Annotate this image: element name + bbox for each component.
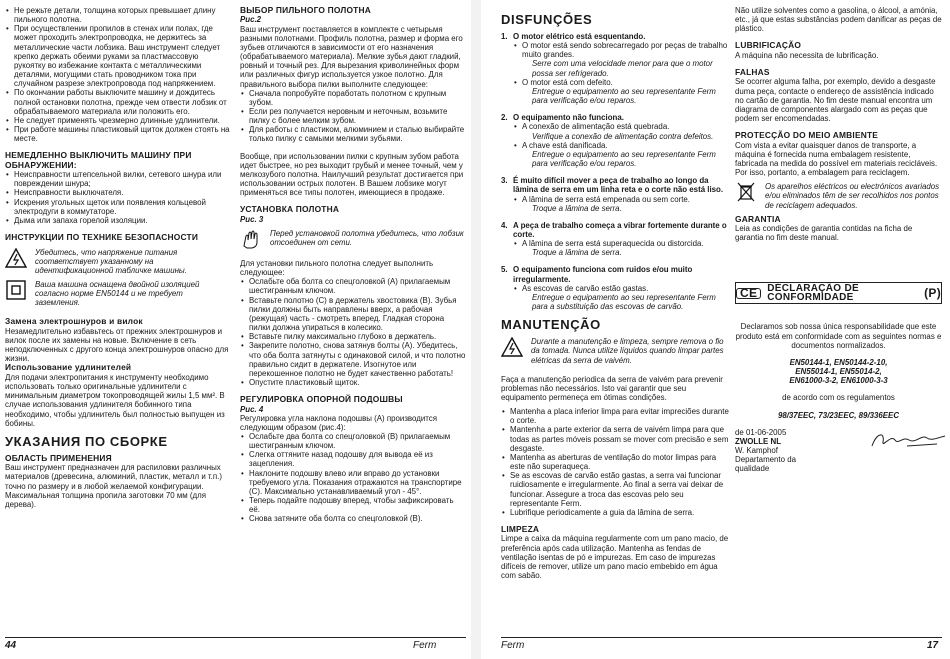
double-insulation-text: Ваша машина оснащена двойной изоляцией согласно норме EN50144 и не требует заземления. (35, 279, 200, 308)
figure-ref: Рис.2 (240, 15, 262, 25)
crossed-bin-icon (735, 182, 757, 202)
fault-5 (501, 265, 729, 311)
paragraph: Ваш инструмент предназначен для распиловки различных материалов (древесина, алюминий, пластик, металл и т.п.) точно по размеру и в любой желаемой конфигурации. Максимальная толщина пропила заготовки 70 мм (для дерева). (5, 463, 222, 509)
section-title: PROTECÇÃO DO MEIO AMBIENTE (735, 130, 879, 141)
figure-ref: Рис. 3 (240, 214, 264, 224)
right-page (481, 0, 950, 659)
list-item: • Слегка оттяните назад подошву для вывода её из зацепления. (240, 450, 466, 468)
maint-bullets (501, 407, 729, 517)
fault-cause: • A chave está danificada. (513, 141, 729, 150)
fault-4 (501, 221, 729, 258)
fault-1 (501, 32, 729, 105)
fault-question: O motor elétrico está esquentando. (513, 32, 646, 41)
signer-name: W. Kamphof (735, 446, 778, 455)
left-column-2 (240, 6, 466, 524)
list-item: • Опустите пластиковый щиток. (240, 378, 466, 387)
electric-warning-icon (5, 248, 27, 268)
right-column-1 (501, 6, 729, 580)
city: ZWOLLE NL (735, 436, 782, 446)
list-item: • Теперь подайте подошву вперед, чтобы зафиксировать её. (240, 496, 466, 514)
fault-3 (501, 176, 729, 213)
paragraph: Não utilize solventes como a gasolina, o álcool, a amónia, etc., já que estas substâncias podem danificar as peças de plástico. (735, 6, 942, 34)
section-title: LIMPEZA (501, 524, 540, 535)
fault-solution: Serre com uma velocidade menor para que o motor possa ser refrigerado. (532, 59, 713, 78)
base-bullets (240, 432, 466, 524)
list-item: • Se as escovas de carvão estão gastas, a serra vai funcionar ruidiosamente e irregularmente. Ao final a serra vai deixar de funcionar. Assegure a troca das escovas pelo seu representante Ferm. (501, 471, 729, 508)
signature-icon (867, 428, 950, 452)
fault-number: 5. (501, 265, 508, 275)
list-item: • Если рез получается неровным и неточным, возьмите пилку с более мелким зубом. (240, 107, 466, 125)
list-item: • Неисправности штепсельной вилки, сетевого шнура или повреждении шнура; (5, 170, 230, 188)
blade-bullets (240, 89, 466, 144)
list-item: • Закрепите полотно, снова затянув болты (A). Убедитесь, что оба болта затянуты с одинаковой силой, и что полотно правильно сидит в держателе. Изогнутое или перекошенное полотно не будет качественно работать! (240, 341, 466, 378)
stop-bullets (5, 170, 230, 225)
subsection-title: Замена электрошнуров и вилок (5, 316, 143, 327)
recycling-block (735, 182, 942, 209)
list-item: • Наклоните подошву влево или вправо до установки требуемого угла. Показания отражаются на транспортире (C). Максимально устанавливаемый угол - 45°. (240, 469, 466, 496)
right-column-2 (735, 6, 942, 473)
fault-question: A peça de trabalho começa a vibrar fortemente durante o corte. (513, 220, 727, 239)
paragraph: Регулировка угла наклона подошвы (A) производится следующим образом (рис.4): (240, 413, 438, 432)
brand-name: Ferm (501, 640, 525, 651)
paragraph: Незамедлительно избавьтесь от прежних электрошнуров и вилок после их замены на новые. Включение в сеть неподключенных с другого конца электрошнуров опасно для жизни. (5, 326, 229, 364)
double-insulation-icon (5, 280, 27, 300)
list-item: • Не режьте детали, толщина которых превышает длину пильного полотна. (5, 6, 230, 24)
paragraph: Ваш инструмент поставляется в комплекте с четырьмя разными полотнами. Профиль полотна, размер и форма его зубьев отличаются в зависимости от его назначения (обрабатываемого материала). Мелкие зубья дают гладкий, ровный и точный рез. Для вырезания криволинейных форм или различных фигур используется узкое полотно. Для правильного выбора пилки выполните следующее: (240, 24, 463, 89)
page-gutter (471, 0, 481, 659)
conformity-text: Declaramos sob nossa única responsabilidade que este produto está em conformidade com as seguintes normas e documentos normalizados. (735, 322, 942, 350)
list-item: • Mantenha a parte exterior da serra de vaivém limpa para que todas as partes móveis possam se mover com precisão e sem desgaste. (501, 425, 729, 452)
list-item: • Снова затяните оба болта со спецголовкой (B). (240, 514, 466, 523)
chapter-title: DISFUNÇÕES (501, 12, 593, 27)
conformity-title: DÉCLARAÇÃO DE CONFORMIDADE (767, 283, 859, 304)
list-item: • Lubrifique periodicamente a guia da lâmina de serra. (501, 508, 729, 517)
conformity-header (735, 282, 942, 304)
subsection-title: Использование удлинителей (5, 362, 132, 373)
standard-line: EN50144-1, EN50144-2-10, (789, 357, 888, 367)
warning-text: Durante a manutenção e limpeza, sempre remova o fio da tomada. Nunca utilize líquidos quando limpar partes elétricas da serra de vaivém. (531, 337, 724, 365)
regulations-list: 98/37EEC, 73/23EEC, 89/336EEC (777, 410, 900, 420)
fault-solution: Verifique a conexão de alimentação contra defeitos. (532, 131, 714, 141)
brand-name: Ferm (413, 640, 437, 651)
fault-cause: • O motor está sendo sobrecarregado por peças de trabalho muito grandes. (513, 41, 729, 59)
warning-block (240, 229, 466, 249)
section-title: GARANTIA (735, 213, 781, 224)
figure-ref: Рис. 4 (240, 404, 264, 414)
section-title: ВЫБОР ПИЛЬНОГО ПОЛОТНА (240, 5, 371, 15)
paragraph: Leia as condições de garantia contidas na ficha de garantia no fim deste manual. (735, 224, 913, 243)
recycling-note: Os aparelhos eléctricos ou electrónicos avariados e/ou eliminados têm de ser recolhidos nos pontos de reciclagem adequados. (765, 182, 940, 210)
list-item: • Сначала попробуйте поработать полотном с крупным зубом. (240, 89, 466, 107)
footer-rule (5, 637, 466, 638)
fault-2 (501, 113, 729, 168)
date: de 01-06-2005 (735, 427, 787, 437)
left-column-1 (5, 6, 230, 509)
paragraph: Для установки пильного полотна следует выполнить следующее: (240, 258, 434, 278)
section-title: УСТАНОВКА ПОЛОТНА (240, 204, 340, 215)
fault-cause: • A conexão de alimentação está quebrada. (513, 122, 729, 131)
paragraph: A máquina não necessita de lubrificação. (735, 50, 879, 60)
fault-solution: Troque a lâmina de serra. (532, 203, 622, 213)
list-item: • Для работы с пластиком, алюминием и сталью выбирайте только пилку с самыми мелкими зубьями. (240, 125, 466, 143)
fault-cause: • A lâmina de serra está empenada ou sem corte. (513, 195, 729, 204)
fault-number: 3. (501, 176, 508, 186)
paragraph: Limpe a caixa da máquina regularmente com um pano macio, de preferência após cada utilização. Mantenha as fendas de ventilação isentas de pó e impurezas. Em caso de impurezas difíceis de remover, utilize um pano macio embebido em água com sabão. (501, 534, 729, 581)
list-item: • Ослабьте два болта со спецголовкой (B) прилагаемым шестигранным ключом. (240, 432, 466, 450)
fault-cause: • A lâmina de serra está superaquecida ou distorcida. (513, 239, 729, 248)
fault-cause: • O motor está com defeito. (513, 78, 729, 87)
section-title: FALHAS (735, 67, 770, 78)
page-number: 44 (5, 640, 17, 651)
list-item: • Вставьте полотно (C) в держатель хвостовика (B). Зубья пилки должны быть направлены вверх, а рабочая (режущая) часть - смотреть вперед. Гладкая сторона пилки должна упираться в колесико. (240, 296, 466, 333)
chapter-title: УКАЗАНИЯ ПО СБОРКЕ (5, 433, 168, 449)
paragraph: Faça a manutenção periodica da serra de vaivém para prevenir problemas não necessários. Isto vai garantir que seu equipamento permeneça em ótimas condições. (501, 374, 723, 402)
paragraph: Вообще, при использовании пилки с крупным зубом работа идет быстрее, но рез выходит грубый и менее точный, чем у мелкозубого полотна. Наилучший результат достигается при использовании острых полотен. В Вашем лобзике могут применяться все типы полотен, имеющиеся в продаже. (240, 151, 464, 198)
hand-warning-icon (240, 229, 262, 249)
department: Departamento da qualidade (735, 455, 796, 474)
list-item: • Дымa или запаха горелой изоляции. (5, 216, 230, 225)
electric-warning-icon (501, 337, 523, 357)
fault-cause: • As escovas de carvão estão gastas. (513, 284, 729, 293)
fault-number: 1. (501, 32, 508, 41)
section-title: НЕМЕДЛЕННО ВЫКЛЮЧИТЬ МАШИНУ ПРИ ОБНАРУЖЕНИИ: (5, 150, 192, 170)
left-page (0, 0, 471, 659)
list-item: • Mantenha a placa inferior limpa para evitar impreciões durante o corte. (501, 407, 729, 425)
ce-mark-icon: CE (736, 288, 761, 299)
warning-block (5, 248, 230, 275)
warning-block (501, 337, 729, 364)
fault-solution: Entregue o equipamento ao seu representante Ferm para verificação e/ou reparos. (532, 86, 716, 106)
standard-line: EN61000-3-2, EN61000-3-3 (789, 376, 888, 386)
chapter-title: MANUTENÇÃO (501, 317, 601, 333)
list-item: • По окончании работы выключите машину и дождитесь полной остановки полотна, прежде чем отвести лобзик от обрабатываемого материала или положить его. (5, 88, 230, 115)
fault-solution: Entregue o equipamento ao seu representante Ferm para a substituição das escovas de carvão. (532, 292, 716, 312)
list-item: • Ослабьте оба болта со спецголовкой (A) прилагаемым шестигранным ключом. (240, 277, 466, 295)
list-item: • Искрения угольных щеток или появления кольцевой электродуги в коммутаторе. (5, 198, 230, 216)
list-item: • Mantenha as aberturas de ventilação do motor limpas para este não superaqueça. (501, 453, 729, 471)
warning-text: Убедитесь, что напряжение питания соответствует указанному на идентификационной табличке машины. (35, 247, 187, 275)
list-item: • Неисправности выключателя. (5, 188, 230, 197)
list-item: • Не следует применять чрезмерно длинные удлинители. (5, 116, 230, 125)
list-item: • При работе машины пластиковый щиток должен стоять на месте. (5, 125, 230, 143)
language-code: (P) (924, 285, 941, 300)
fault-solution: Troque a lâmina de serra. (532, 248, 622, 258)
section-title: ОБЛАСТЬ ПРИМЕНЕНИЯ (5, 452, 112, 463)
fault-number: 2. (501, 113, 508, 123)
fault-question: O equipamento funciona com ruidos e/ou muito irregularmente. (513, 265, 693, 284)
section-title: ИНСТРУКЦИИ ПО ТЕХНИКЕ БЕЗОПАСНОСТИ (5, 232, 199, 243)
fault-solution: Entregue o equipamento ao seu representante Ferm para verificação e/ou reparos. (532, 149, 716, 169)
paragraph: Com vista a evitar quaisquer danos de transporte, a máquina é fornecida numa embalagem resistente, fabricada na medida do possível em materiais recicláveis. Por isso, portanto, a embalagem para reciclagem. (735, 140, 938, 178)
fault-question: É muito difícil mover a peça de trabalho ao longo da lâmina de serra em um linha reta e o corte não está liso. (513, 176, 724, 195)
standard-line: EN55014-1, EN55014-2, (795, 367, 882, 377)
fault-number: 4. (501, 220, 508, 230)
paragraph: Se ocorrer alguma falha, por exemplo, devido a desgaste duma peça, contacte o endereço de assistência indicado no cartão de garantia. No fim deste manual encontra um diagrama de componentes alargado com as peças que podem ser encomendadas. (735, 77, 936, 124)
warning-text: Перед установкой полотна убедитесь, что лобзик отсоединен от сети. (270, 228, 464, 248)
section-title: LUBRIFICAÇÃO (735, 40, 802, 51)
regulations-label: de acordo com os regulamentos (782, 393, 895, 403)
fault-question: O equipamento não funciona. (513, 113, 624, 123)
section-title: РЕГУЛИРОВКА ОПОРНОЙ ПОДОШВЫ (240, 394, 403, 405)
list-item: • При осуществлении пропилов в стенах или полах, где может проходить электропроводка, не держитесь за металлические части лобзика. Ваш инструмент следует крепко держать обеими руками за пластмассовую рукоятку во избежание контакта с металлическими деталями, могущими стать проводником тока при случайном разрезе электропровода под напряжением. (5, 24, 230, 88)
footer-rule (501, 637, 942, 638)
page-number: 17 (927, 640, 939, 651)
intro-bullets (5, 6, 230, 143)
install-bullets (240, 277, 466, 387)
list-item: • Вставьте пилку максимально глубоко в держатель. (240, 332, 466, 341)
paragraph: Для подачи электропитания к инструменту необходимо использовать только оригинальные удлинители с минимальным диаметром токопроводящей жилы 1,5 мм². В случае использования удлинителя бобинного типа необходимо, чтобы удлинитель был полностью выпущен из бобины. (5, 372, 225, 428)
double-insulation-block (5, 280, 230, 307)
